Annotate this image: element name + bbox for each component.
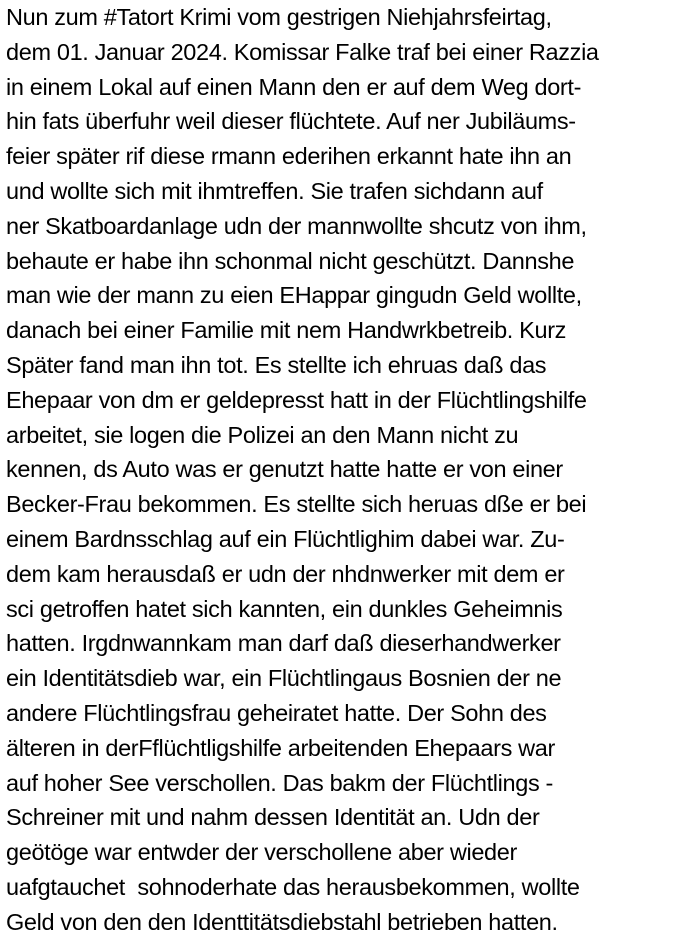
text-line-14: kennen, ds Auto was er genutzt hatte hatte er von einer [6, 456, 563, 483]
text-line-25: geötöge war entwder der verschollene aber wieder [6, 839, 517, 866]
text-line-10: danach bei einer Familie mit nem Handwrkbetreib. Kurz [6, 317, 567, 344]
text-line-5: feier später rif diese rmann ederihen erkannt hate ihn an [6, 143, 572, 170]
text-line-22: älteren in derFflüchtligshilfe arbeitenden Ehepaars war [6, 734, 555, 761]
text-line-18: sci getroffen hatet sich kannten, ein dunkles Geheimnis [6, 595, 563, 622]
text-line-15: Becker-Frau bekommen. Es stellte sich heruas dße er bei [6, 491, 587, 518]
text-line-19: hatten. Irgdnwannkam man darf daß dieserhandwerker [6, 630, 561, 657]
text-line-20: ein Identitätsdieb war, ein Flüchtlingaus Bosnien der ne [6, 665, 562, 692]
text-line-4: hin fats überfuhr weil dieser flüchtete. Auf ner Jubiläums- [6, 108, 576, 135]
text-line-13: arbeitet, sie logen die Polizei an den Mann nicht zu [6, 421, 519, 448]
text-line-16: einem Bardnsschlag auf ein Flüchtlighim dabei war. Zu- [6, 525, 565, 552]
document-text [6, 0, 682, 940]
text-line-23: auf hoher See verschollen. Das bakm der Flüchtlings - [6, 769, 554, 796]
text-line-7: ner Skatboardanlage udn der mannwollte shcutz von ihm, [6, 212, 587, 239]
text-line-2: dem 01. Januar 2024. Komissar Falke traf bei einer Razzia [6, 38, 599, 65]
text-line-27: Geld von den den Identtitätsdiebstahl betrieben hatten. [6, 908, 558, 935]
text-line-11: Später fand man ihn tot. Es stellte ich ehruas daß das [6, 351, 547, 378]
text-line-24: Schreiner mit und nahm dessen Identität an. Udn der [6, 804, 540, 831]
text-line-21: andere Flüchtlingsfrau geheiratet hatte. Der Sohn des [6, 699, 547, 726]
text-line-26: uafgtauchet sohnoderhate das herausbekommen, wollte [6, 873, 580, 900]
text-line-8: behaute er habe ihn schonmal nicht geschützt. Dannshe [6, 247, 575, 274]
text-line-17: dem kam herausdaß er udn der nhdnwerker mit dem er [6, 560, 565, 587]
text-line-3: in einem Lokal auf einen Mann den er auf dem Weg dort- [6, 73, 582, 100]
text-line-1: Nun zum #Tatort Krimi vom gestrigen Niehjahrsfeirtag, [6, 4, 552, 30]
text-line-6: und wollte sich mit ihmtreffen. Sie trafen sichdann auf [6, 177, 543, 204]
text-line-9: man wie der mann zu eien EHappar gingudn Geld wollte, [6, 282, 582, 309]
text-line-12: Ehepaar von dm er geldepresst hatt in der Flüchtlingshilfe [6, 386, 587, 413]
